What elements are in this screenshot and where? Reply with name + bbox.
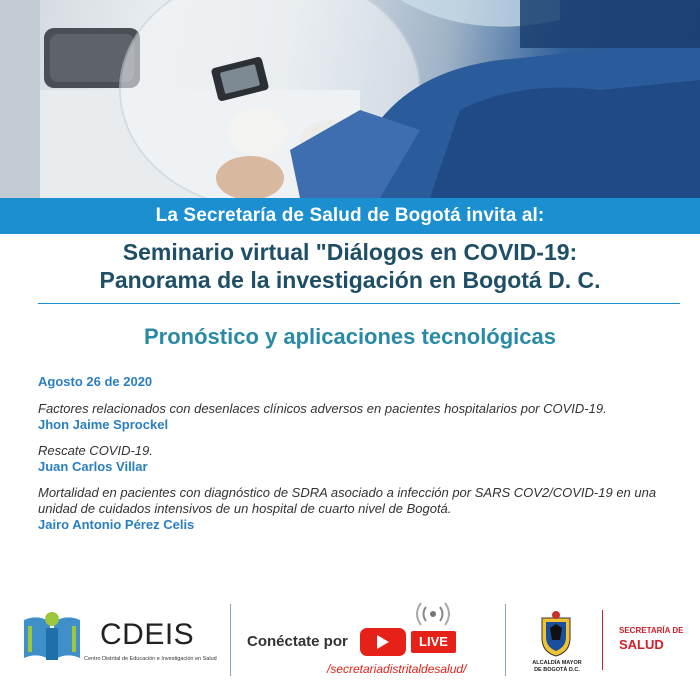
- youtube-button[interactable]: [360, 628, 406, 656]
- agenda: [38, 374, 663, 543]
- alcaldia-line2: DE BOGOTÁ D.C.: [534, 667, 580, 673]
- divider: [38, 303, 680, 304]
- talk-speaker: Juan Carlos Villar: [38, 459, 148, 474]
- talk-title: Rescate COVID-19.: [38, 443, 153, 458]
- hero-photo-illustration: [0, 0, 700, 198]
- invite-text: La Secretaría de Salud de Bogotá invita al:: [155, 205, 545, 226]
- youtube-play-icon: [377, 635, 389, 649]
- cdeis-subtitle: Centro Distrital de Educación e Investigación en Salud: [84, 656, 217, 662]
- talk-item: [38, 485, 663, 533]
- talk-item: [38, 443, 663, 475]
- seminar-title-line1: Seminario virtual "Diálogos en COVID-19:: [122, 239, 578, 265]
- salud-label: SALUD: [619, 637, 664, 652]
- talk-speaker: Jairo Antonio Pérez Celis: [38, 517, 195, 532]
- live-badge: LIVE: [411, 631, 456, 653]
- hero-photo: [0, 0, 700, 198]
- seminar-subtitle: Pronóstico y aplicaciones tecnológicas: [143, 324, 557, 349]
- channel-link[interactable]: /secretariadistritaldesalud/: [327, 662, 467, 676]
- footer: [0, 596, 700, 700]
- event-date: Agosto 26 de 2020: [38, 374, 153, 389]
- bogota-crest-icon: [536, 610, 576, 658]
- connect-label: Conéctate por: [247, 633, 348, 650]
- alcaldia-label: [521, 660, 593, 674]
- footer-divider: [230, 604, 231, 676]
- seminar-title: [0, 238, 700, 294]
- talk-title: Mortalidad en pacientes con diagnóstico de SDRA asociado a infección por SARS COV2/COVID-19 en una unidad de cuidados intensivos de un hospital de cuarto nivel de Bogotá.: [38, 485, 657, 516]
- cdeis-logo-icon: [22, 610, 82, 664]
- footer-divider: [505, 604, 506, 676]
- talk-speaker: Jhon Jaime Sprockel: [38, 417, 169, 432]
- broadcast-icon: [413, 602, 453, 626]
- invite-banner: [0, 198, 700, 234]
- cdeis-name: CDEIS: [100, 618, 195, 651]
- footer-divider-red: [602, 610, 603, 670]
- seminar-title-line2: Panorama de la investigación en Bogotá D. C.: [99, 267, 601, 293]
- secretaria-label: SECRETARÍA DE: [619, 626, 684, 635]
- talk-title: Factores relacionados con desenlaces clínicos adversos en pacientes hospitalarios por COVID-19.: [38, 401, 607, 416]
- talk-item: [38, 401, 663, 433]
- alcaldia-line1: ALCALDÍA MAYOR: [532, 660, 582, 666]
